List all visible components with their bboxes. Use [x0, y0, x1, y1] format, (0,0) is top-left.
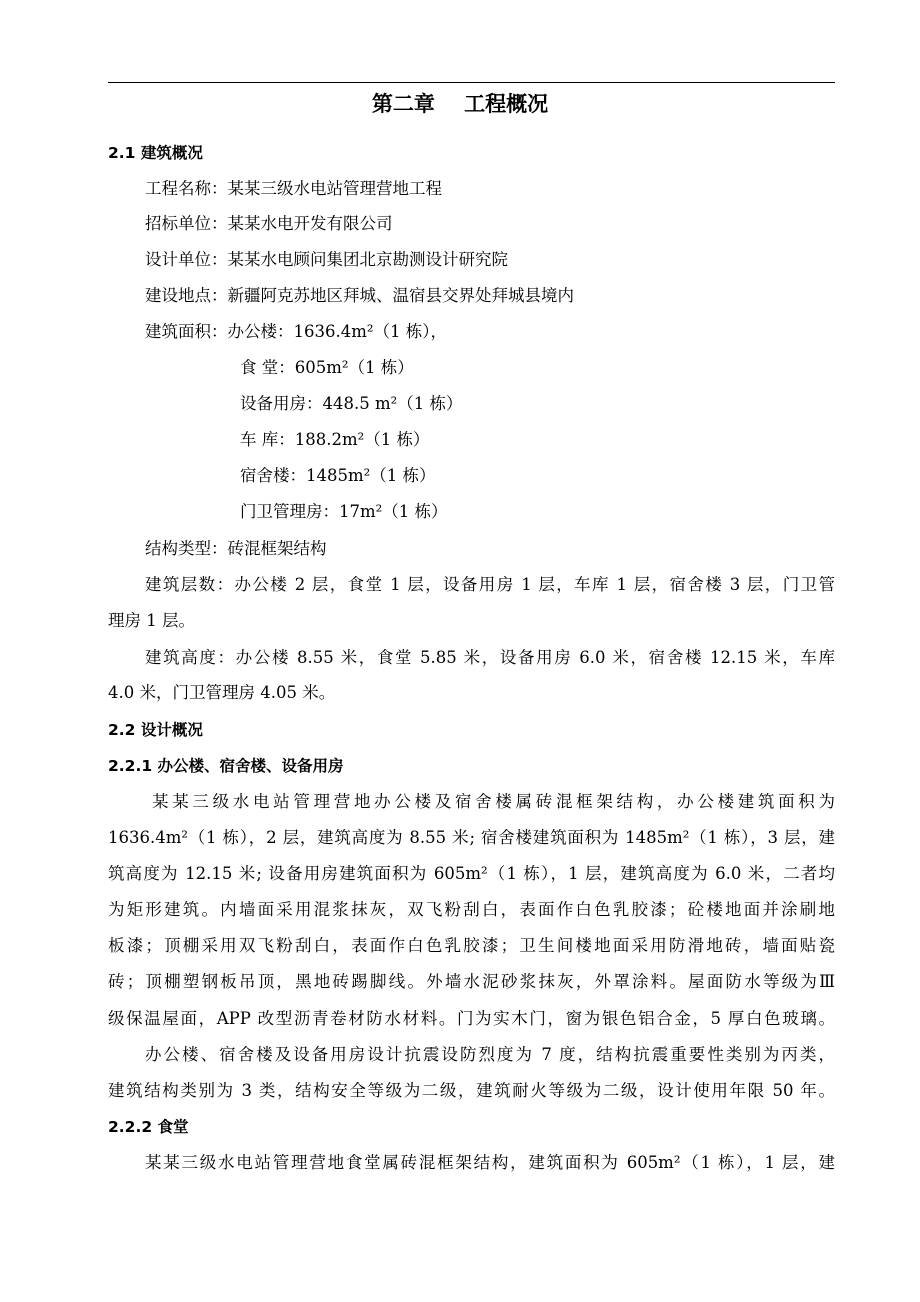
area-guard-line: 门卫管理房：17m²（1 栋）: [240, 502, 448, 521]
section-heading-2-1: 2.1 建筑概况: [108, 144, 203, 162]
height-line-1: 建筑高度：办公楼 8.55 米，食堂 5.85 米，设备用房 6.0 米，宿舍楼 12.15 米，车库: [145, 648, 835, 667]
area-dorm-line: 宿舍楼：1485m²（1 栋）: [240, 466, 436, 485]
structure-line: 结构类型：砖混框架结构: [145, 539, 327, 558]
paragraph-line: 为矩形建筑。内墙面采用混浆抹灰，双飞粉刮白，表面作白色乳胶漆；砼楼地面并涂刷地: [108, 900, 835, 919]
designer-line: 设计单位：某某水电顾问集团北京勘测设计研究院: [145, 250, 508, 269]
header-rule: [108, 82, 835, 83]
chapter-title: 第二章 工程概况: [371, 92, 549, 116]
area-equipment-line: 设备用房：448.5 m²（1 栋）: [240, 394, 463, 413]
floors-line-2: 理房 1 层。: [108, 611, 195, 630]
subsection-heading-2-2-2: 2.2.2 食堂: [108, 1118, 189, 1136]
area-garage-line: 车 库：188.2m²（1 栋）: [240, 430, 430, 449]
height-line-2: 4.0 米，门卫管理房 4.05 米。: [108, 683, 336, 702]
project-name-line: 工程名称：某某三级水电站管理营地工程: [145, 179, 442, 198]
paragraph-line: 筑高度为 12.15 米; 设备用房建筑面积为 605m²（1 栋），1 层，建筑高度为 6.0 米，二者均: [108, 864, 835, 883]
area-office-line: 建筑面积：办公楼：1636.4m²（1 栋），: [145, 322, 447, 341]
paragraph-line: 某某三级水电站管理营地食堂属砖混框架结构，建筑面积为 605m²（1 栋），1 层，建: [145, 1153, 835, 1172]
area-canteen-line: 食 堂：605m²（1 栋）: [240, 358, 414, 377]
paragraph-line: 板漆；顶棚采用双飞粉刮白，表面作白色乳胶漆；卫生间楼地面采用防滑地砖，墙面贴瓷: [108, 936, 835, 955]
floors-line-1: 建筑层数：办公楼 2 层，食堂 1 层，设备用房 1 层，车库 1 层，宿舍楼 3 层，门卫管: [145, 575, 835, 594]
paragraph-line: 办公楼、宿舍楼及设备用房设计抗震设防烈度为 7 度，结构抗震重要性类别为丙类，: [145, 1045, 835, 1064]
location-line: 建设地点：新疆阿克苏地区拜城、温宿县交界处拜城县境内: [145, 286, 574, 305]
paragraph-line: 建筑结构类别为 3 类，结构安全等级为二级，建筑耐火等级为二级，设计使用年限 50 年。: [108, 1081, 835, 1100]
paragraph-line: 1636.4m²（1 栋），2 层，建筑高度为 8.55 米; 宿舍楼建筑面积为 1485m²（1 栋），3 层，建: [108, 828, 835, 847]
subsection-heading-2-2-1: 2.2.1 办公楼、宿舍楼、设备用房: [108, 757, 344, 775]
bidder-line: 招标单位：某某水电开发有限公司: [145, 214, 393, 233]
paragraph-line: 砖；顶棚塑钢板吊顶，黑地砖踢脚线。外墙水泥砂浆抹灰，外罩涂料。屋面防水等级为Ⅲ: [108, 972, 835, 991]
section-heading-2-2: 2.2 设计概况: [108, 721, 203, 739]
paragraph-line: 级保温屋面，APP 改型沥青卷材防水材料。门为实木门，窗为银色铝合金，5 厚白色玻璃。: [108, 1009, 835, 1028]
paragraph-line: 某某三级水电站管理营地办公楼及宿舍楼属砖混框架结构，办公楼建筑面积为: [152, 792, 835, 811]
